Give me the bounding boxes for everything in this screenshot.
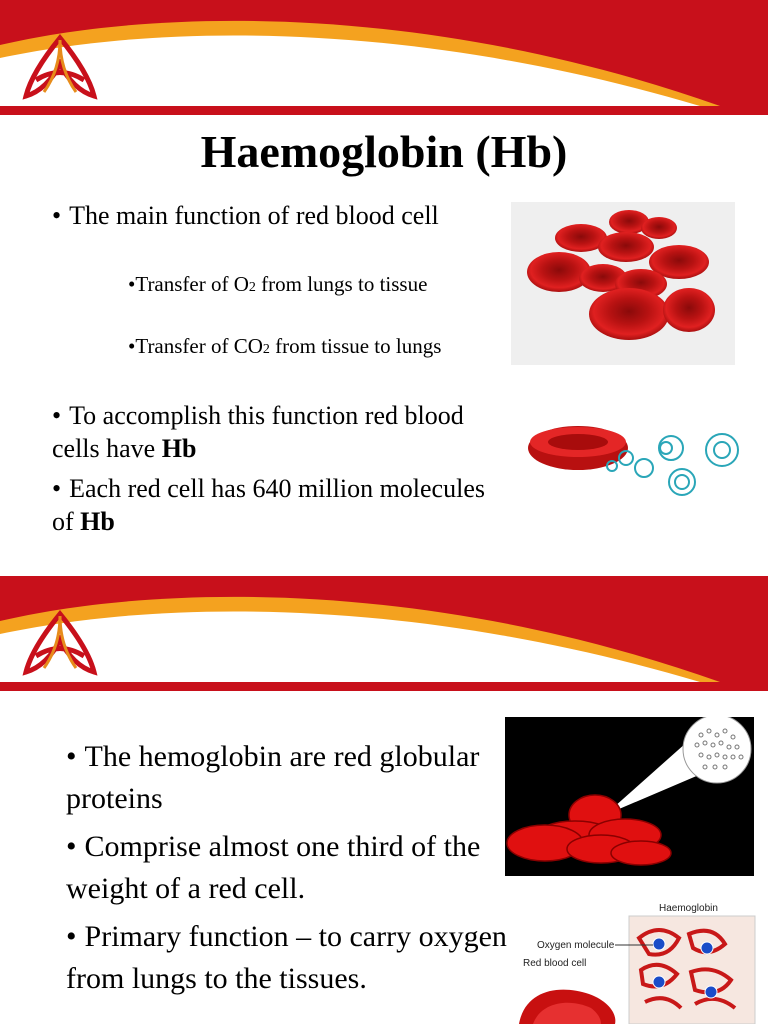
bullet-symbol: • — [52, 201, 62, 230]
bullet-symbol: • — [52, 474, 62, 503]
bullet-640-million — [52, 472, 492, 538]
bullet-text: The hemoglobin are red globular proteins — [66, 740, 480, 815]
sub-text-prefix: •Transfer of O — [128, 272, 249, 296]
sub-text-suffix: from tissue to lungs — [269, 334, 442, 358]
bullet-globular-proteins — [66, 736, 526, 820]
subscript: 2 — [262, 342, 270, 357]
red-blood-cell-label: Red blood cell — [523, 958, 587, 969]
bullet-symbol: • — [66, 830, 77, 863]
header-banner — [0, 576, 768, 691]
sub-bullet-co2 — [128, 332, 448, 364]
bullet-primary-function — [66, 916, 526, 1000]
bullet-main-function — [52, 199, 492, 232]
red-blood-cells-image — [511, 202, 735, 365]
slide-2 — [0, 576, 768, 1024]
diagram-title: Haemoglobin — [659, 903, 718, 914]
bullet-text: Comprise almost one third of the weight of a red cell. — [66, 830, 481, 905]
sub-text-suffix: from lungs to tissue — [255, 272, 428, 296]
haemoglobin-diagram — [519, 898, 759, 1024]
slide-title: Haemoglobin (Hb) — [200, 126, 568, 177]
oxygen-molecule-label: Oxygen molecule — [537, 940, 615, 951]
sub-text-prefix: •Transfer of CO — [128, 334, 263, 358]
sub-bullet-o2 — [128, 270, 448, 302]
bullet-symbol: • — [66, 740, 77, 773]
bullet-one-third — [66, 826, 526, 910]
subscript: 2 — [248, 280, 256, 295]
bullet-bold: Hb — [161, 434, 197, 463]
bullet-text: Each red cell has 640 million molecules of — [52, 474, 485, 536]
bullet-accomplish — [52, 399, 492, 465]
bullet-bold: Hb — [80, 507, 115, 536]
bullet-text: Primary function – to carry oxygen from lungs to the tissues. — [66, 920, 507, 995]
rbc-magnified-image — [505, 717, 754, 876]
bullet-symbol: • — [66, 920, 77, 953]
rbc-hemoglobin-image — [516, 388, 752, 528]
bullet-symbol: • — [52, 401, 62, 430]
header-banner — [0, 0, 768, 115]
bullet-text: To accomplish this function red blood cells have — [52, 401, 464, 463]
bullet-text: The main function of red blood cell — [69, 201, 439, 230]
